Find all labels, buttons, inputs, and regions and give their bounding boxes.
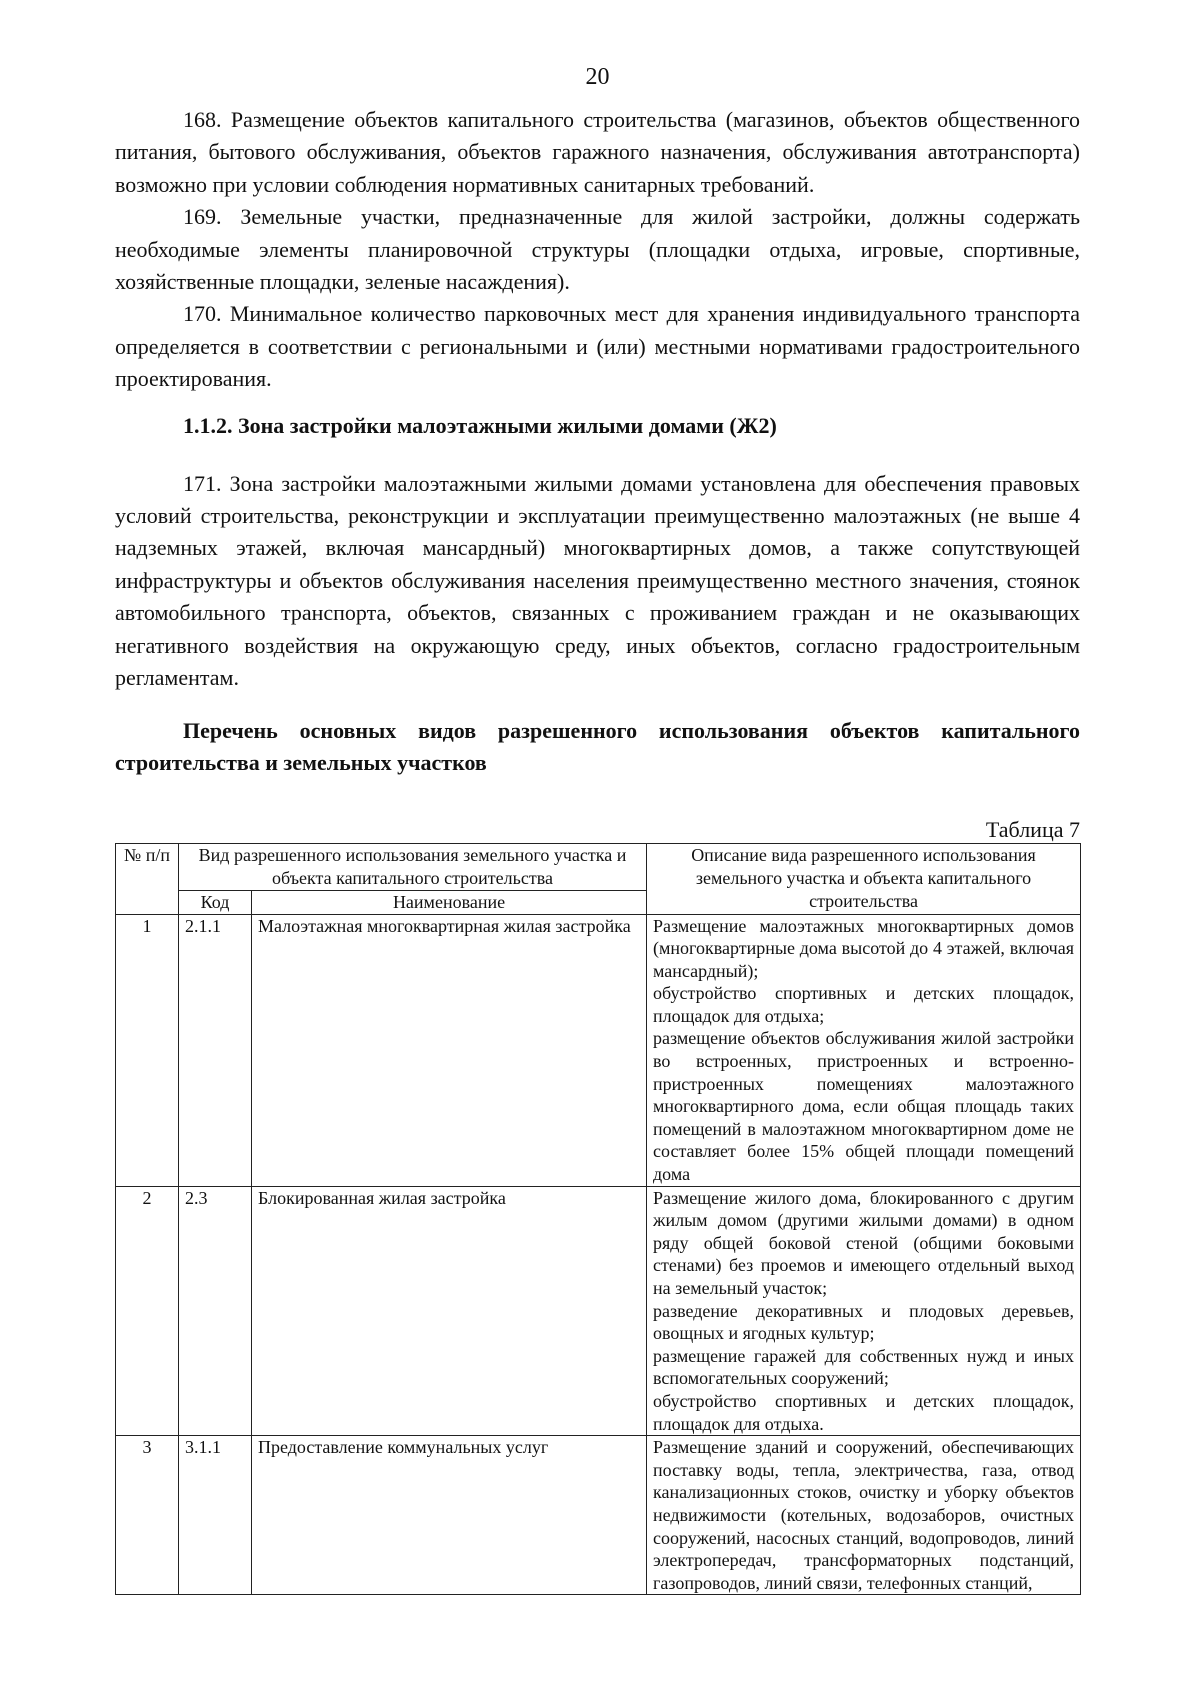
row-code: 2.1.1 — [179, 914, 252, 1186]
paragraph-169: 169. Земельные участки, предназначенные для жилой застройки, должны содержать необходимые элементы планировочной структуры (площадки отдыха, игровые, спортивные, хозяйственные площадки, зеленые насаждения). — [115, 204, 1080, 295]
header-description: Описание вида разрешенного использования земельного участка и объекта капитального строительства — [647, 843, 1081, 914]
row-name: Блокированная жилая застройка — [252, 1186, 647, 1436]
header-name: Наименование — [252, 890, 647, 914]
permitted-use-table — [115, 843, 1081, 1596]
row-description — [647, 1186, 1081, 1436]
description-line: Размещение жилого дома, блокированного с другим жилым домом (другими жилыми домами) в одном ряду общей боковой стеной (общими боковыми стенами) без проемов и имеющего отдельный выход на земельный участок; — [653, 1187, 1075, 1298]
row-description — [647, 1436, 1081, 1595]
table-row — [116, 1186, 1081, 1436]
description-line: обустройство спортивных и детских площадок, площадок для отдыха. — [653, 1390, 1075, 1434]
list-title: Перечень основных видов разрешенного использования объектов капитального строительства и земельных участков — [115, 717, 1080, 775]
header-kind: Вид разрешенного использования земельного участка и объекта капитального строительства — [179, 843, 647, 890]
section-heading: 1.1.2. Зона застройки малоэтажными жилыми домами (Ж2) — [183, 412, 777, 438]
header-code: Код — [179, 890, 252, 914]
document-page — [115, 62, 1080, 1595]
table-header-row — [116, 843, 1081, 890]
description-line: разведение декоративных и плодовых деревьев, овощных и ягодных культур; — [653, 1300, 1075, 1344]
description-line: Размещение малоэтажных многоквартирных домов (многоквартирные дома высотой до 4 этажей, включая мансардный); — [653, 915, 1075, 981]
row-description — [647, 914, 1081, 1186]
row-number: 1 — [116, 914, 179, 1186]
description-line: Размещение зданий и сооружений, обеспечивающих поставку воды, тепла, электричества, газа, отвод канализационных стоков, очистку и уборку объектов недвижимости (котельных, водозаборов, очистных сооружений, насосных станций, водопроводов, линий электропередач, трансформаторных подстанций, газопроводов, линий связи, телефонных станций, — [653, 1437, 1075, 1593]
header-num: № п/п — [116, 843, 179, 914]
row-number: 2 — [116, 1186, 179, 1436]
row-name: Предоставление коммунальных услуг — [252, 1436, 647, 1595]
page-number: 20 — [585, 64, 610, 90]
row-name: Малоэтажная многоквартирная жилая застройка — [252, 914, 647, 1186]
table-row — [116, 1436, 1081, 1595]
table-row — [116, 914, 1081, 1186]
paragraph-170: 170. Минимальное количество парковочных мест для хранения индивидуального транспорта определяется в соответствии с региональными и (или) местными нормативами градостроительного проектирования. — [115, 301, 1080, 392]
paragraph-168: 168. Размещение объектов капитального строительства (магазинов, объектов общественного питания, бытового обслуживания, объектов гаражного назначения, обслуживания автотранспорта) возможно при условии соблюдения нормативных санитарных требований. — [115, 107, 1080, 197]
description-line: размещение объектов обслуживания жилой застройки во встроенных, пристроенных и встроенно-пристроенных помещениях малоэтажного многоквартирного дома, если общая площадь таких помещений в малоэтажном многоквартирном доме не составляет более 15% общей площади помещений дома — [653, 1028, 1075, 1185]
description-line: обустройство спортивных и детских площадок, площадок для отдыха; — [653, 983, 1075, 1026]
row-number: 3 — [116, 1436, 179, 1595]
paragraph-171: 171. Зона застройки малоэтажными жилыми домами установлена для обеспечения правовых условий строительства, реконструкции и эксплуатации преимущественно малоэтажных (не выше 4 надземных этажей, включая мансардный) многоквартирных домов, а также сопутствующей инфраструктуры и объектов обслуживания населения преимущественно местного значения, стоянок автомобильного транспорта, объектов, связанных с проживанием граждан и не оказывающих негативного воздействия на окружающую среду, иных объектов, согласно градостроительным регламентам. — [115, 470, 1080, 691]
description-line: размещение гаражей для собственных нужд и иных вспомогательных сооружений; — [653, 1345, 1075, 1389]
row-code: 2.3 — [179, 1186, 252, 1436]
row-code: 3.1.1 — [179, 1436, 252, 1595]
table-caption: Таблица 7 — [985, 816, 1080, 842]
